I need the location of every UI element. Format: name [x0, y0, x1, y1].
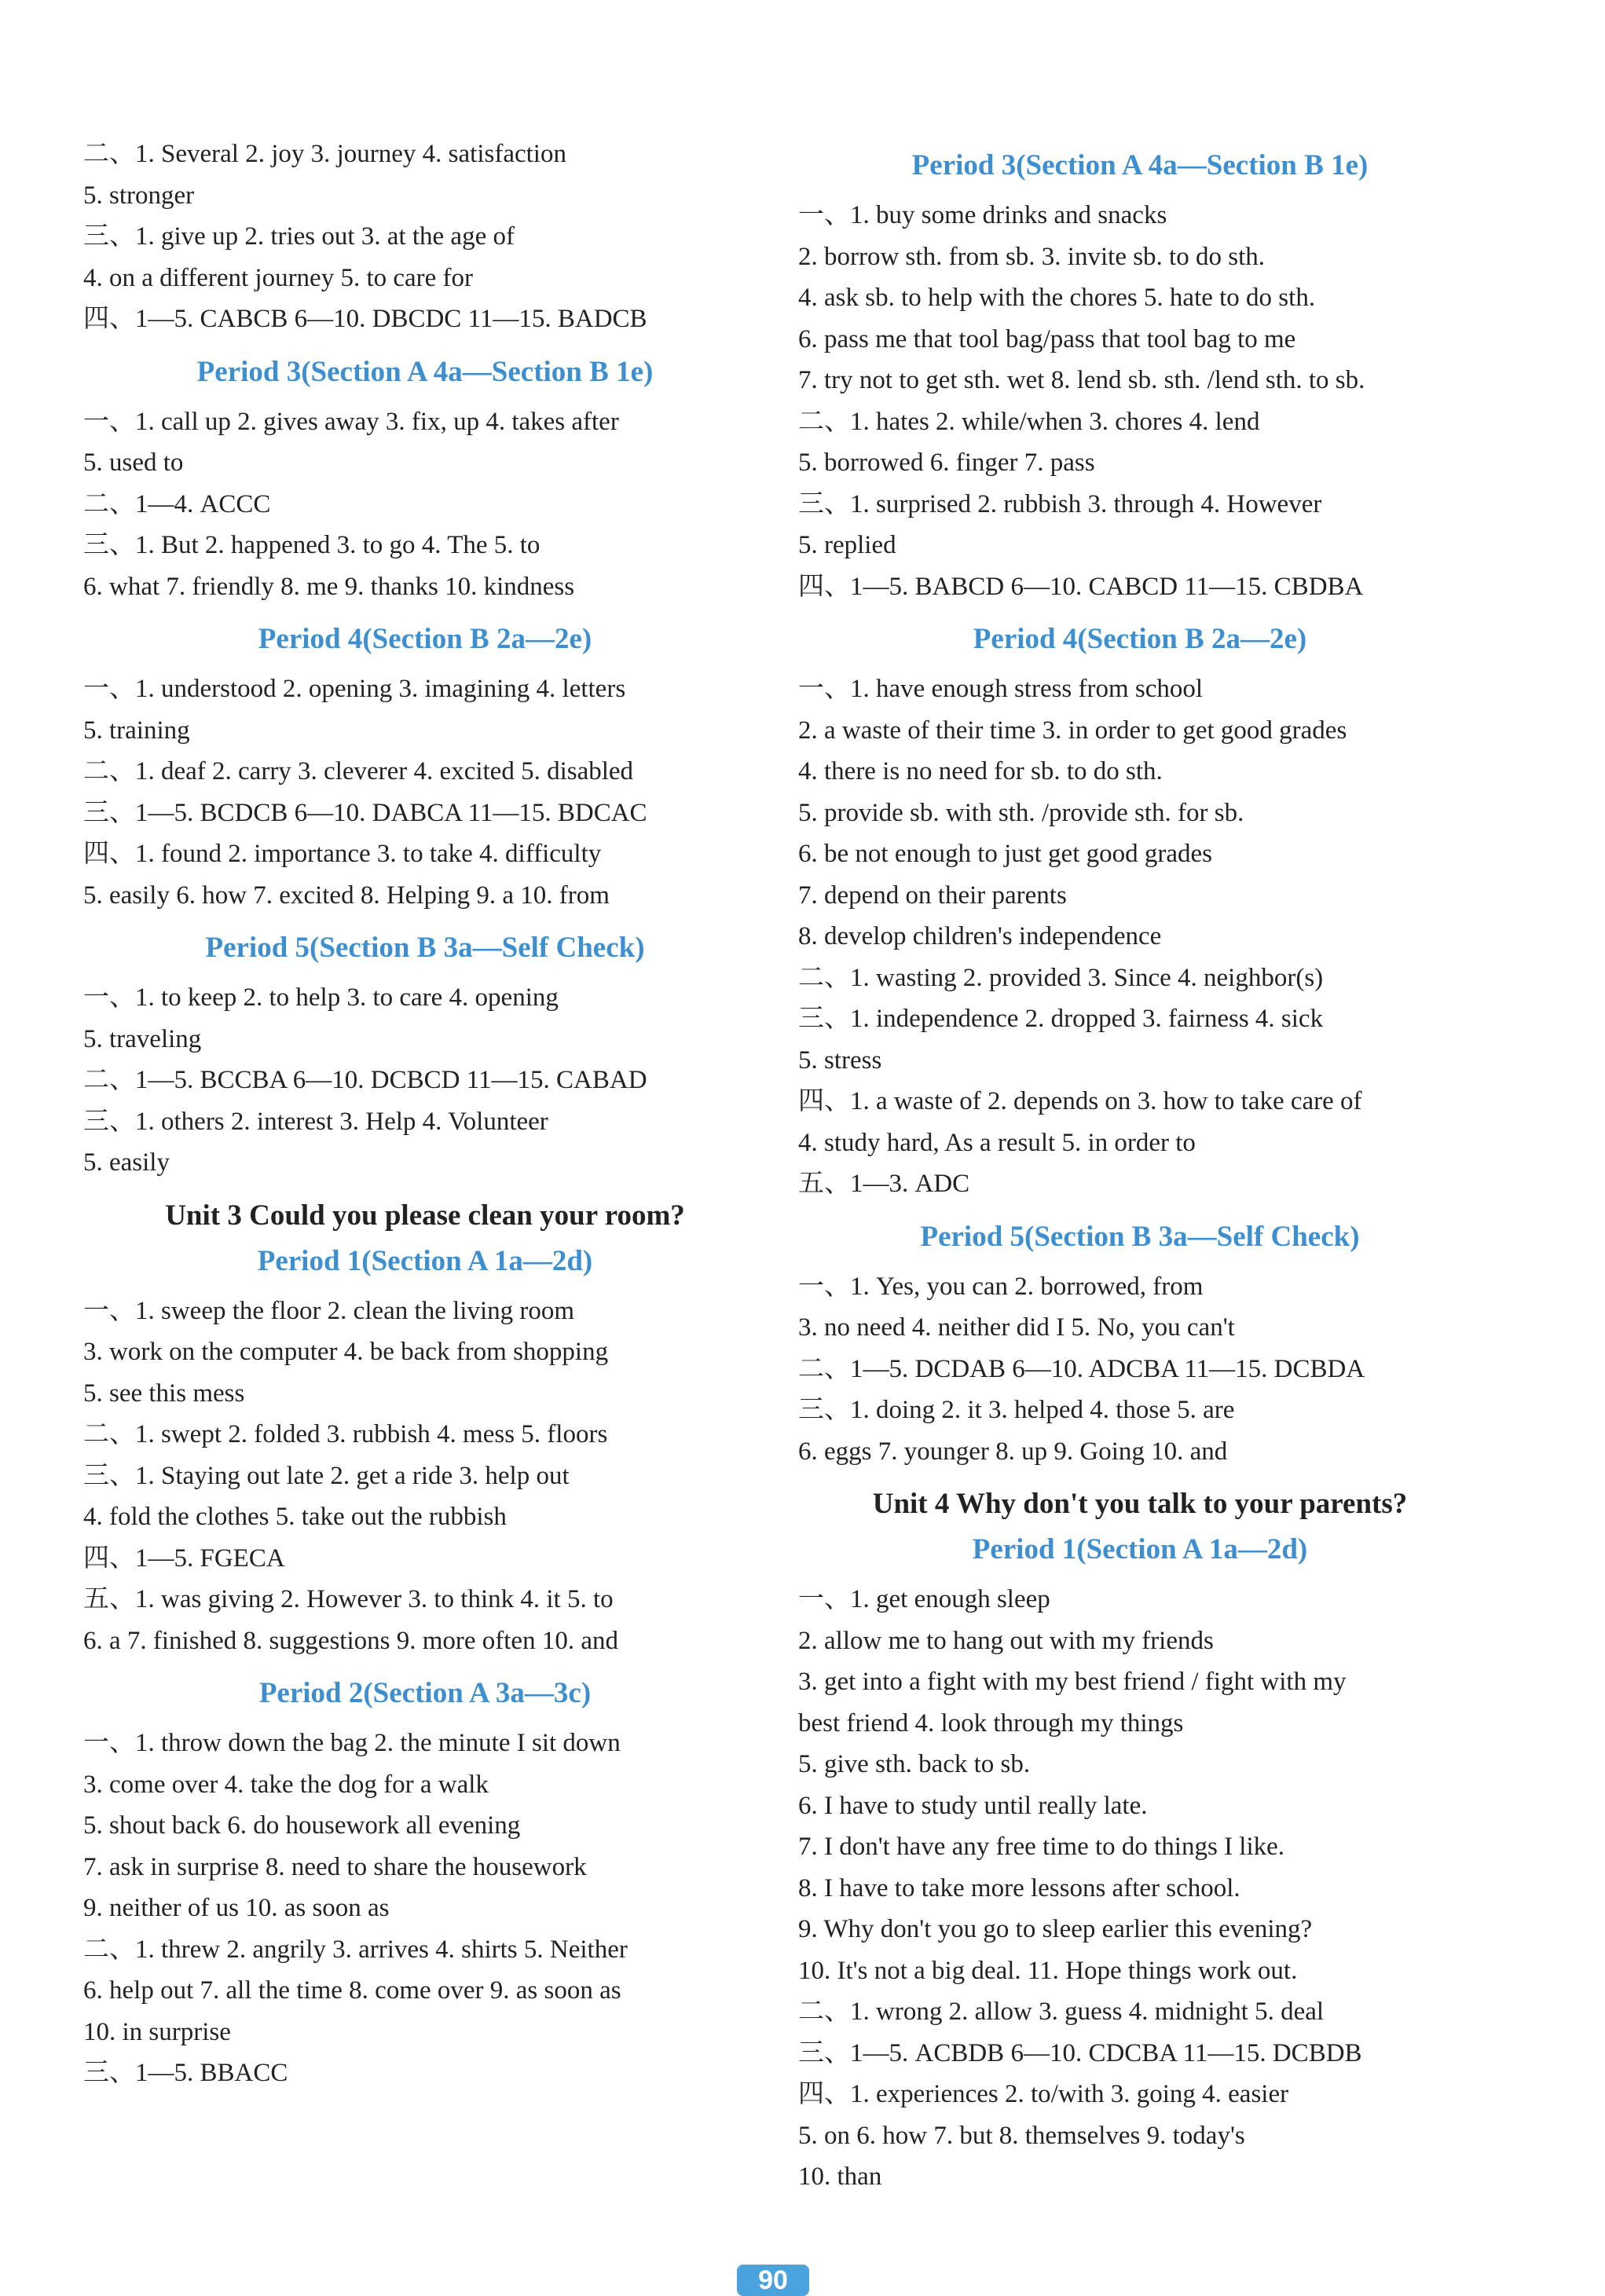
period-heading: Period 5(Section B 3a—Self Check): [920, 1220, 1360, 1253]
answer-line: 二、1. Several 2. joy 3. journey 4. satisfaction: [83, 140, 566, 168]
answer-line: 5. borrowed 6. finger 7. pass: [798, 449, 1095, 477]
answer-line: 三、1—5. ACBDB 6—10. CDCBA 11—15. DCBDB: [798, 2038, 1362, 2067]
period-heading: Period 2(Section A 3a—3c): [258, 1677, 592, 1709]
answer-line: 四、1—5. BABCD 6—10. CABCD 11—15. CBDBA: [798, 572, 1364, 601]
answer-line: 4. ask sb. to help with the chores 5. hate to do sth.: [798, 284, 1316, 312]
unit-title: Unit 4 Why don't you talk to your parents?: [872, 1488, 1408, 1520]
answer-line: 8. develop children's independence: [798, 922, 1162, 950]
answer-line: 二、1. threw 2. angrily 3. arrives 4. shirts 5. Neither: [83, 1935, 628, 1964]
answer-line: 三、1—5. BBACC: [83, 2059, 288, 2087]
answer-line: 5. shout back 6. do housework all evening: [83, 1811, 521, 1840]
answer-line: 一、1. throw down the bag 2. the minute I sit down: [83, 1729, 621, 1757]
answer-line: 9. neither of us 10. as soon as: [83, 1894, 390, 1922]
answer-line: 10. in surprise: [83, 2017, 231, 2046]
answer-line: 一、1. to keep 2. to help 3. to care 4. opening: [83, 983, 559, 1012]
answer-line: 一、1. Yes, you can 2. borrowed, from: [798, 1272, 1204, 1301]
answer-line: 5. see this mess: [83, 1379, 245, 1408]
answer-line: 6. I have to study until really late.: [798, 1791, 1148, 1820]
answer-line: 四、1. found 2. importance 3. to take 4. difficulty: [83, 840, 602, 868]
answer-line: 5. easily 6. how 7. excited 8. Helping 9. a 10. from: [83, 881, 610, 910]
left-answer-column: [83, 134, 767, 2094]
answer-line: 8. I have to take more lessons after school.: [798, 1873, 1240, 1902]
answer-line: 四、1—5. CABCB 6—10. DBCDC 11—15. BADCB: [83, 305, 647, 333]
answer-line: 7. I don't have any free time to do things I like.: [798, 1833, 1285, 1861]
answer-line: 3. come over 4. take the dog for a walk: [83, 1770, 489, 1799]
period-heading: Period 1(Section A 1a—2d): [257, 1244, 593, 1277]
answer-line: 6. what 7. friendly 8. me 9. thanks 10. kindness: [83, 572, 575, 601]
answer-line: 5. stress: [798, 1045, 882, 1075]
answer-line: 五、1. was giving 2. However 3. to think 4. it 5. to: [83, 1585, 614, 1613]
period-heading: Period 4(Section B 2a—2e): [258, 623, 592, 655]
answer-line: best friend 4. look through my things: [798, 1708, 1184, 1738]
answer-line: 四、1—5. FGECA: [83, 1543, 285, 1573]
answer-line: 5. on 6. how 7. but 8. themselves 9. today's: [798, 2121, 1245, 2150]
answer-line: 四、1. a waste of 2. depends on 3. how to take care of: [798, 1087, 1362, 1115]
answer-line: 3. no need 4. neither did I 5. No, you can't: [798, 1313, 1235, 1342]
answer-line: 二、1. deaf 2. carry 3. cleverer 4. excited 5. disabled: [83, 757, 634, 785]
answer-line: 二、1. swept 2. folded 3. rubbish 4. mess 5. floors: [83, 1420, 608, 1448]
answer-line: 6. eggs 7. younger 8. up 9. Going 10. and: [798, 1437, 1228, 1466]
answer-line: 10. than: [798, 2162, 882, 2191]
answer-line: 一、1. sweep the floor 2. clean the living room: [83, 1296, 575, 1325]
answer-line: 2. allow me to hang out with my friends: [798, 1626, 1214, 1655]
answer-line: 5. training: [83, 716, 190, 745]
answer-line: 三、1. independence 2. dropped 3. fairness 4. sick: [798, 1005, 1324, 1033]
answer-line: 二、1. hates 2. while/when 3. chores 4. lend: [798, 407, 1260, 436]
answer-line: 5. give sth. back to sb.: [798, 1750, 1031, 1778]
answer-line: 3. work on the computer 4. be back from shopping: [83, 1338, 609, 1366]
answer-line: 三、1. surprised 2. rubbish 3. through 4. However: [798, 489, 1322, 518]
answer-line: 6. pass me that tool bag/pass that tool bag to me: [798, 324, 1296, 353]
answer-line: 三、1. doing 2. it 3. helped 4. those 5. are: [798, 1396, 1235, 1424]
answer-line: 二、1. wasting 2. provided 3. Since 4. neighbor(s): [798, 963, 1324, 992]
answer-line: 三、1. Staying out late 2. get a ride 3. help out: [83, 1461, 570, 1490]
answer-line: 二、1. wrong 2. allow 3. guess 4. midnight 5. deal: [798, 1998, 1325, 2026]
answer-line: 5. easily: [83, 1148, 170, 1177]
answer-line: 三、1. But 2. happened 3. to go 4. The 5. to: [83, 531, 540, 559]
period-heading: Period 5(Section B 3a—Self Check): [205, 932, 645, 964]
period-heading: Period 3(Section A 4a—Section B 1e): [911, 149, 1369, 181]
answer-line: 一、1. call up 2. gives away 3. fix, up 4. takes after: [83, 407, 619, 436]
answer-line: 5. stronger: [83, 181, 195, 210]
answer-line: 二、1—5. BCCBA 6—10. DCBCD 11—15. CABAD: [83, 1066, 647, 1094]
answer-line: 6. help out 7. all the time 8. come over 9. as soon as: [83, 1976, 621, 2005]
answer-line: 三、1. others 2. interest 3. Help 4. Volunteer: [83, 1107, 548, 1136]
answer-line: 7. try not to get sth. wet 8. lend sb. sth. /lend sth. to sb.: [798, 366, 1365, 394]
answer-line: 5. provide sb. with sth. /provide sth. for sb.: [798, 798, 1244, 827]
period-heading: Period 4(Section B 2a—2e): [973, 623, 1307, 655]
period-heading: Period 3(Section A 4a—Section B 1e): [196, 355, 654, 388]
answer-line: 5. used to: [83, 449, 184, 477]
answer-line: 四、1. experiences 2. to/with 3. going 4. easier: [798, 2080, 1289, 2108]
answer-line: 一、1. get enough sleep: [798, 1585, 1050, 1613]
answer-line: 一、1. buy some drinks and snacks: [798, 201, 1167, 229]
answer-line: 4. fold the clothes 5. take out the rubbish: [83, 1503, 507, 1531]
answer-line: 一、1. have enough stress from school: [798, 675, 1204, 703]
answer-line: 五、1—3. ADC: [798, 1170, 970, 1198]
answer-line: 6. a 7. finished 8. suggestions 9. more often 10. and: [83, 1626, 618, 1655]
answer-line: 一、1. understood 2. opening 3. imagining 4. letters: [83, 675, 626, 703]
answer-line: 7. ask in surprise 8. need to share the housework: [83, 1852, 587, 1881]
answer-line: 7. depend on their parents: [798, 881, 1067, 910]
answer-line: 三、1. give up 2. tries out 3. at the age of: [83, 222, 515, 251]
unit-title: Unit 3 Could you please clean your room?: [165, 1199, 685, 1232]
answer-line: 二、1—5. DCDAB 6—10. ADCBA 11—15. DCBDA: [798, 1354, 1365, 1383]
answer-line: 4. on a different journey 5. to care for: [83, 263, 474, 292]
answer-line: 2. a waste of their time 3. in order to get good grades: [798, 716, 1347, 745]
answer-line: 2. borrow sth. from sb. 3. invite sb. to do sth.: [798, 242, 1265, 271]
right-answer-column: [798, 134, 1482, 2198]
period-heading: Period 1(Section A 1a—2d): [972, 1533, 1308, 1565]
answer-line: 4. study hard, As a result 5. in order to: [798, 1128, 1196, 1157]
answer-line: 6. be not enough to just get good grades: [798, 840, 1213, 868]
page-number-badge: 90: [737, 2265, 809, 2296]
answer-line: 9. Why don't you go to sleep earlier this evening?: [798, 1915, 1313, 1943]
answer-line: 3. get into a fight with my best friend / fight with my: [798, 1668, 1347, 1696]
answer-line: 三、1—5. BCDCB 6—10. DABCA 11—15. BDCAC: [83, 798, 647, 827]
answer-line: 5. traveling: [83, 1024, 202, 1053]
answer-line: 4. there is no need for sb. to do sth.: [798, 757, 1163, 785]
answer-line: 二、1—4. ACCC: [83, 489, 271, 518]
answer-line: 5. replied: [798, 531, 896, 559]
answer-line: 10. It's not a big deal. 11. Hope things work out.: [798, 1956, 1298, 1985]
